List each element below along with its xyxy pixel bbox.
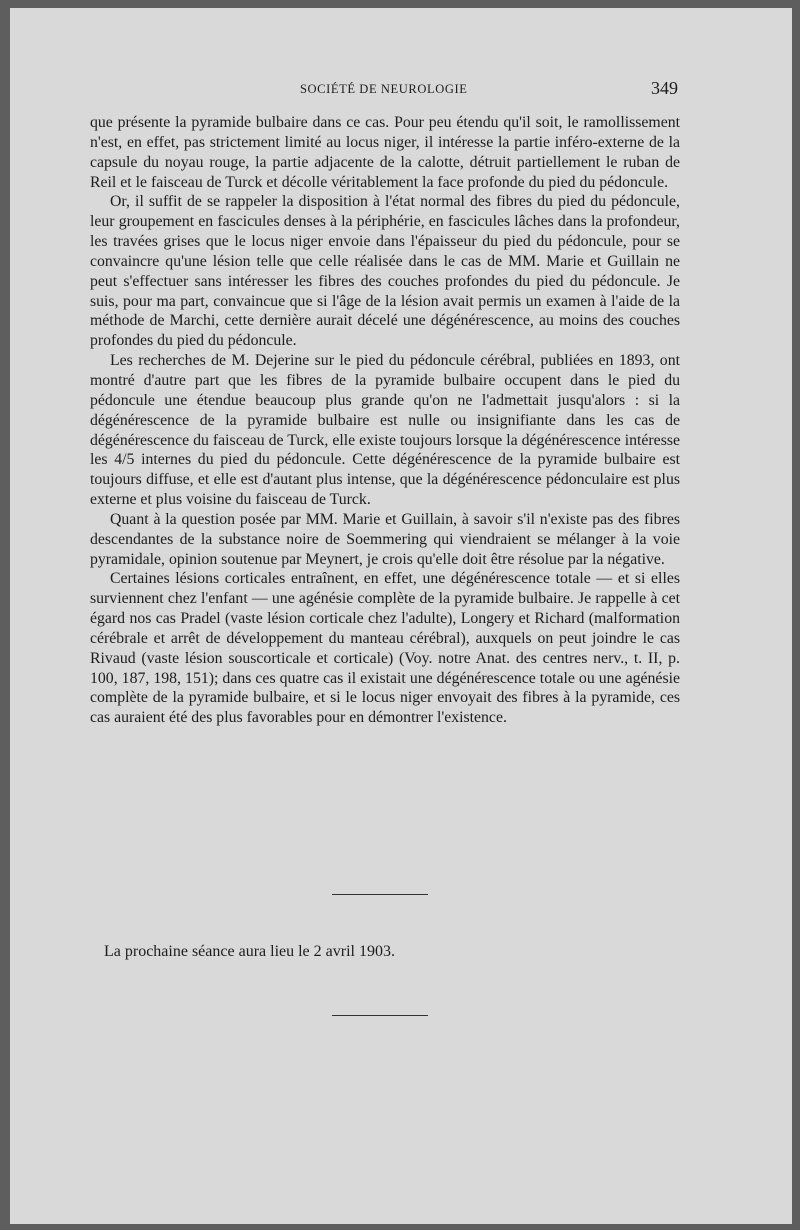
body-text (90, 113, 680, 728)
paragraph: Quant à la question posée par MM. Marie et Guillain, à savoir s'il n'existe pas des fibres descendantes de la substance noire de Soemmering qui viendraient se mélanger à la voie pyramidale, opinion soutenue par Meynert, je crois qu'elle doit être résolue par la négative. (90, 510, 680, 568)
paragraph: que présente la pyramide bulbaire dans ce cas. Pour peu étendu qu'il soit, le ramollissement n'est, en effet, pas strictement limité au locus niger, il intéresse la partie inféro-externe de la capsule du noyau rouge, la partie adjacente de la calotte, détruit partiellement le ruban de Reil et le faisceau de Turck et décolle véritablement la face profonde du pied du pédoncule. (90, 114, 680, 191)
journal-title: SOCIÉTÉ DE NEUROLOGIE (300, 82, 468, 96)
book-page (10, 8, 792, 1224)
paragraph: Les recherches de M. Dejerine sur le pied du pédoncule cérébral, publiées en 1893, ont montré d'autre part que les fibres de la pyramide bulbaire occupent dans le pied du pédoncule une étendue beaucoup plus grande qu'on ne l'admettait jusqu'alors : si la dégénérescence de la pyramide bulbaire est nulle ou insignifiante dans les cas de dégénérescence du faisceau de Turck, elle existe toujours lorsque la dégénérescence intéresse les 4/5 internes du pied du pédoncule. Cette dégénérescence de la pyramide bulbaire est toujours diffuse, et elle est d'autant plus intense, que la dégénérescence pédonculaire est plus externe et plus voisine du faisceau de Turck. (90, 352, 680, 509)
running-head (10, 78, 792, 102)
next-meeting-announcement: La prochaine séance aura lieu le 2 avril 1903. (104, 943, 395, 960)
page-number: 349 (651, 78, 678, 98)
paragraph: Certaines lésions corticales entraînent, en effet, une dégénérescence totale — et si elles surviennent chez l'enfant — une agénésie complète de la pyramide bulbaire. Je rappelle à cet égard nos cas Pradel (vaste lésion corticale chez l'adulte), Longery et Richard (malformation cérébrale et arrêt de développement du manteau cérébral), auxquels on peut joindre le cas Rivaud (vaste lésion souscorticale et corticale) (Voy. notre Anat. des centres nerv., t. II, p. 100, 187, 198, 151); dans ces quatre cas il existait une dégénérescence totale ou une agénésie complète de la pyramide bulbaire, et si le locus niger envoyait des fibres à la pyramide, ces cas auraient été des plus favorables pour en démontrer l'existence. (90, 570, 680, 727)
separator-rule (332, 894, 428, 895)
separator-rule (332, 1015, 428, 1016)
paragraph: Or, il suffit de se rappeler la disposition à l'état normal des fibres du pied du pédoncule, leur groupement en fascicules denses à la périphérie, en fascicules lâches dans la profondeur, les travées grises que le locus niger envoie dans l'épaisseur du pied du pédoncule, pour se convaincre qu'une lésion telle que celle réalisée dans le cas de MM. Marie et Guillain ne peut s'effectuer sans intéresser les fibres des couches profondes du pied du pédoncule. Je suis, pour ma part, convaincue que si l'âge de la lésion avait permis un examen à l'aide de la méthode de Marchi, cette dernière aurait décelé une dégénérescence, au moins des couches profondes du pied du pédoncule. (90, 193, 680, 350)
